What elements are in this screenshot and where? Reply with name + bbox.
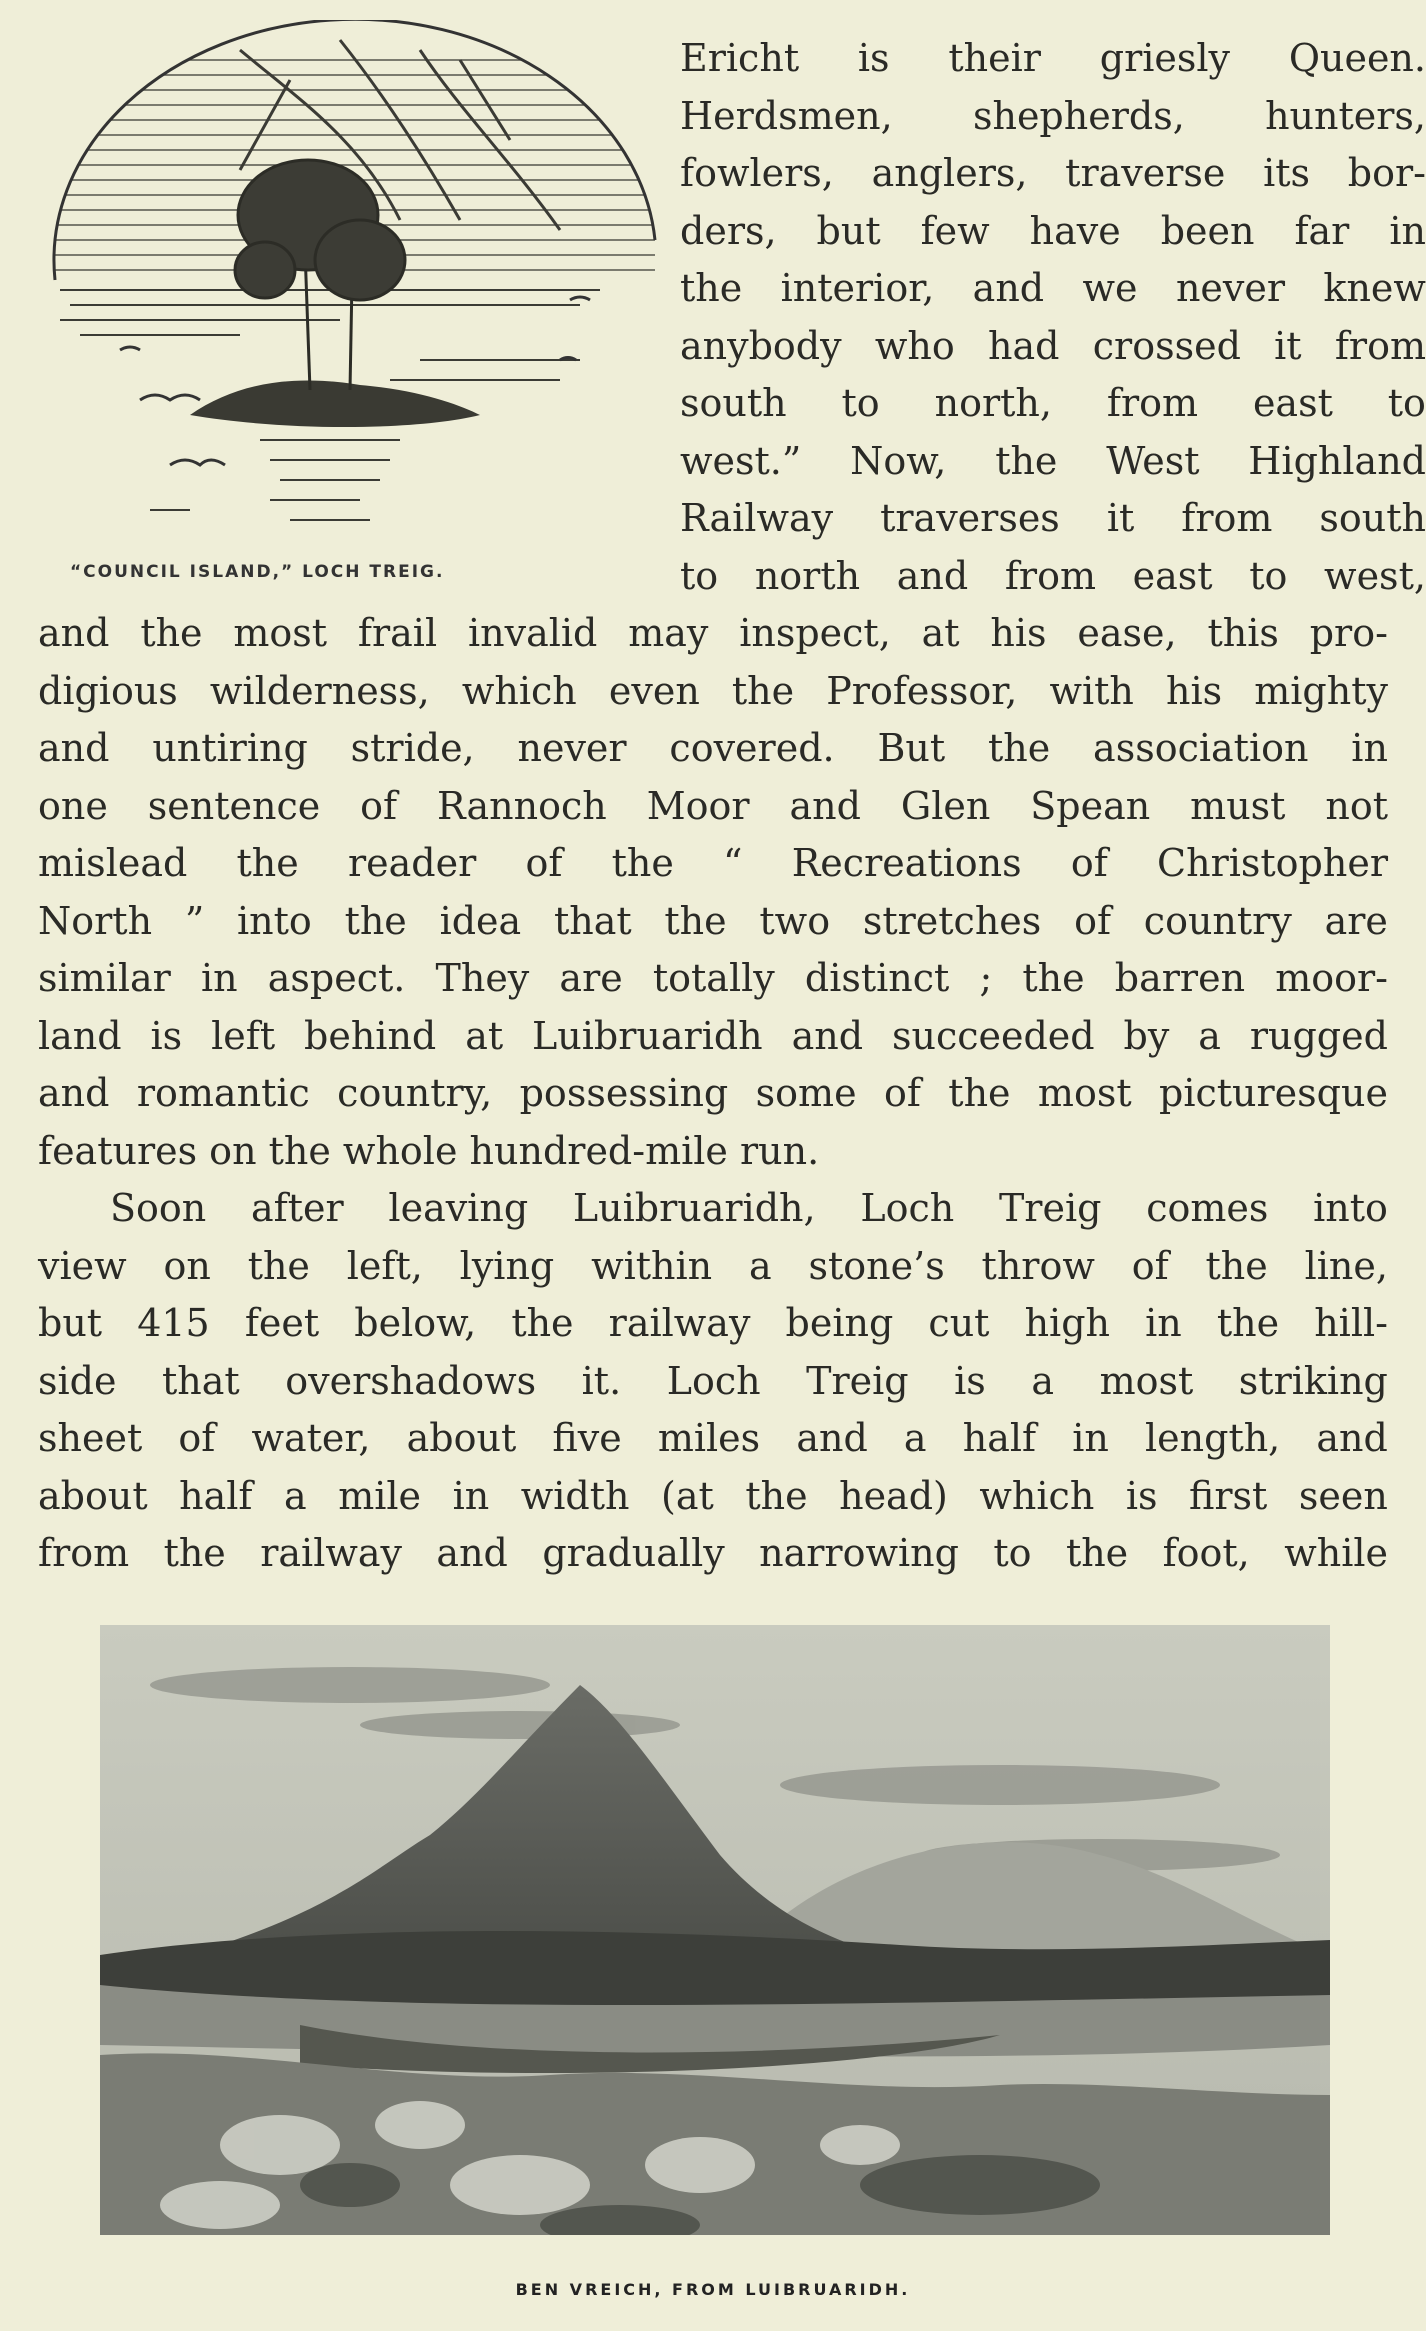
text-line: mislead the reader of the “ Recreations of Christopher xyxy=(38,841,1388,885)
text-line: to north and from east to west, xyxy=(680,553,1426,598)
text-line: the interior, and we never knew xyxy=(680,266,1426,310)
text-line: similar in aspect. They are totally distinct ; the barren moor- xyxy=(38,956,1388,1000)
text-line: land is left behind at Luibruaridh and succeeded by a rugged xyxy=(38,1013,1388,1058)
engraving-image xyxy=(40,20,670,560)
ben-vreich-photo xyxy=(100,1625,1330,2235)
text-line: from the railway and gradually narrowing to the foot, while xyxy=(38,1531,1388,1575)
text-line: ders, but few have been far in xyxy=(680,208,1426,253)
text-line: west.” Now, the West Highland xyxy=(680,438,1426,483)
council-island-engraving xyxy=(40,20,670,580)
text-line: and untiring stride, never covered. But the association in xyxy=(38,726,1388,770)
text-line: side that overshadows it. Loch Treig is a most striking xyxy=(38,1358,1388,1403)
text-line: one sentence of Rannoch Moor and Glen Spean must not xyxy=(38,783,1388,828)
text-line: but 415 feet below, the railway being cut high in the hill- xyxy=(38,1301,1388,1345)
text-line: Soon after leaving Luibruaridh, Loch Treig comes into xyxy=(110,1186,1388,1230)
text-line: North ” into the idea that the two stretches of country are xyxy=(38,898,1388,943)
paragraph-one-continued xyxy=(38,605,1388,1583)
text-line: south to north, from east to xyxy=(680,381,1426,425)
text-line: Railway traverses it from south xyxy=(680,496,1426,540)
text-line: view on the left, lying within a stone’s throw of the line, xyxy=(38,1243,1388,1288)
text-line: features on the whole hundred-mile run. xyxy=(38,1128,820,1173)
text-line: Ericht is their griesly Queen. xyxy=(680,36,1426,80)
text-line: fowlers, anglers, traverse its bor- xyxy=(680,151,1426,195)
text-line: digious wilderness, which even the Professor, with his mighty xyxy=(38,668,1388,713)
text-line: about half a mile in width (at the head) which is first seen xyxy=(38,1473,1388,1518)
ben-vreich-caption: BEN VREICH, FROM LUIBRUARIDH. xyxy=(515,2280,911,2299)
photo-image xyxy=(100,1625,1330,2235)
text-line: and the most frail invalid may inspect, at his ease, this pro- xyxy=(38,611,1388,655)
text-line: and romantic country, possessing some of the most picturesque xyxy=(38,1071,1388,1115)
council-island-caption: “COUNCIL ISLAND,” LOCH TREIG. xyxy=(70,562,445,582)
text-line: Herdsmen, shepherds, hunters, xyxy=(680,93,1426,138)
text-line: anybody who had crossed it from xyxy=(680,323,1426,368)
text-line: sheet of water, about five miles and a half in length, and xyxy=(38,1416,1388,1460)
